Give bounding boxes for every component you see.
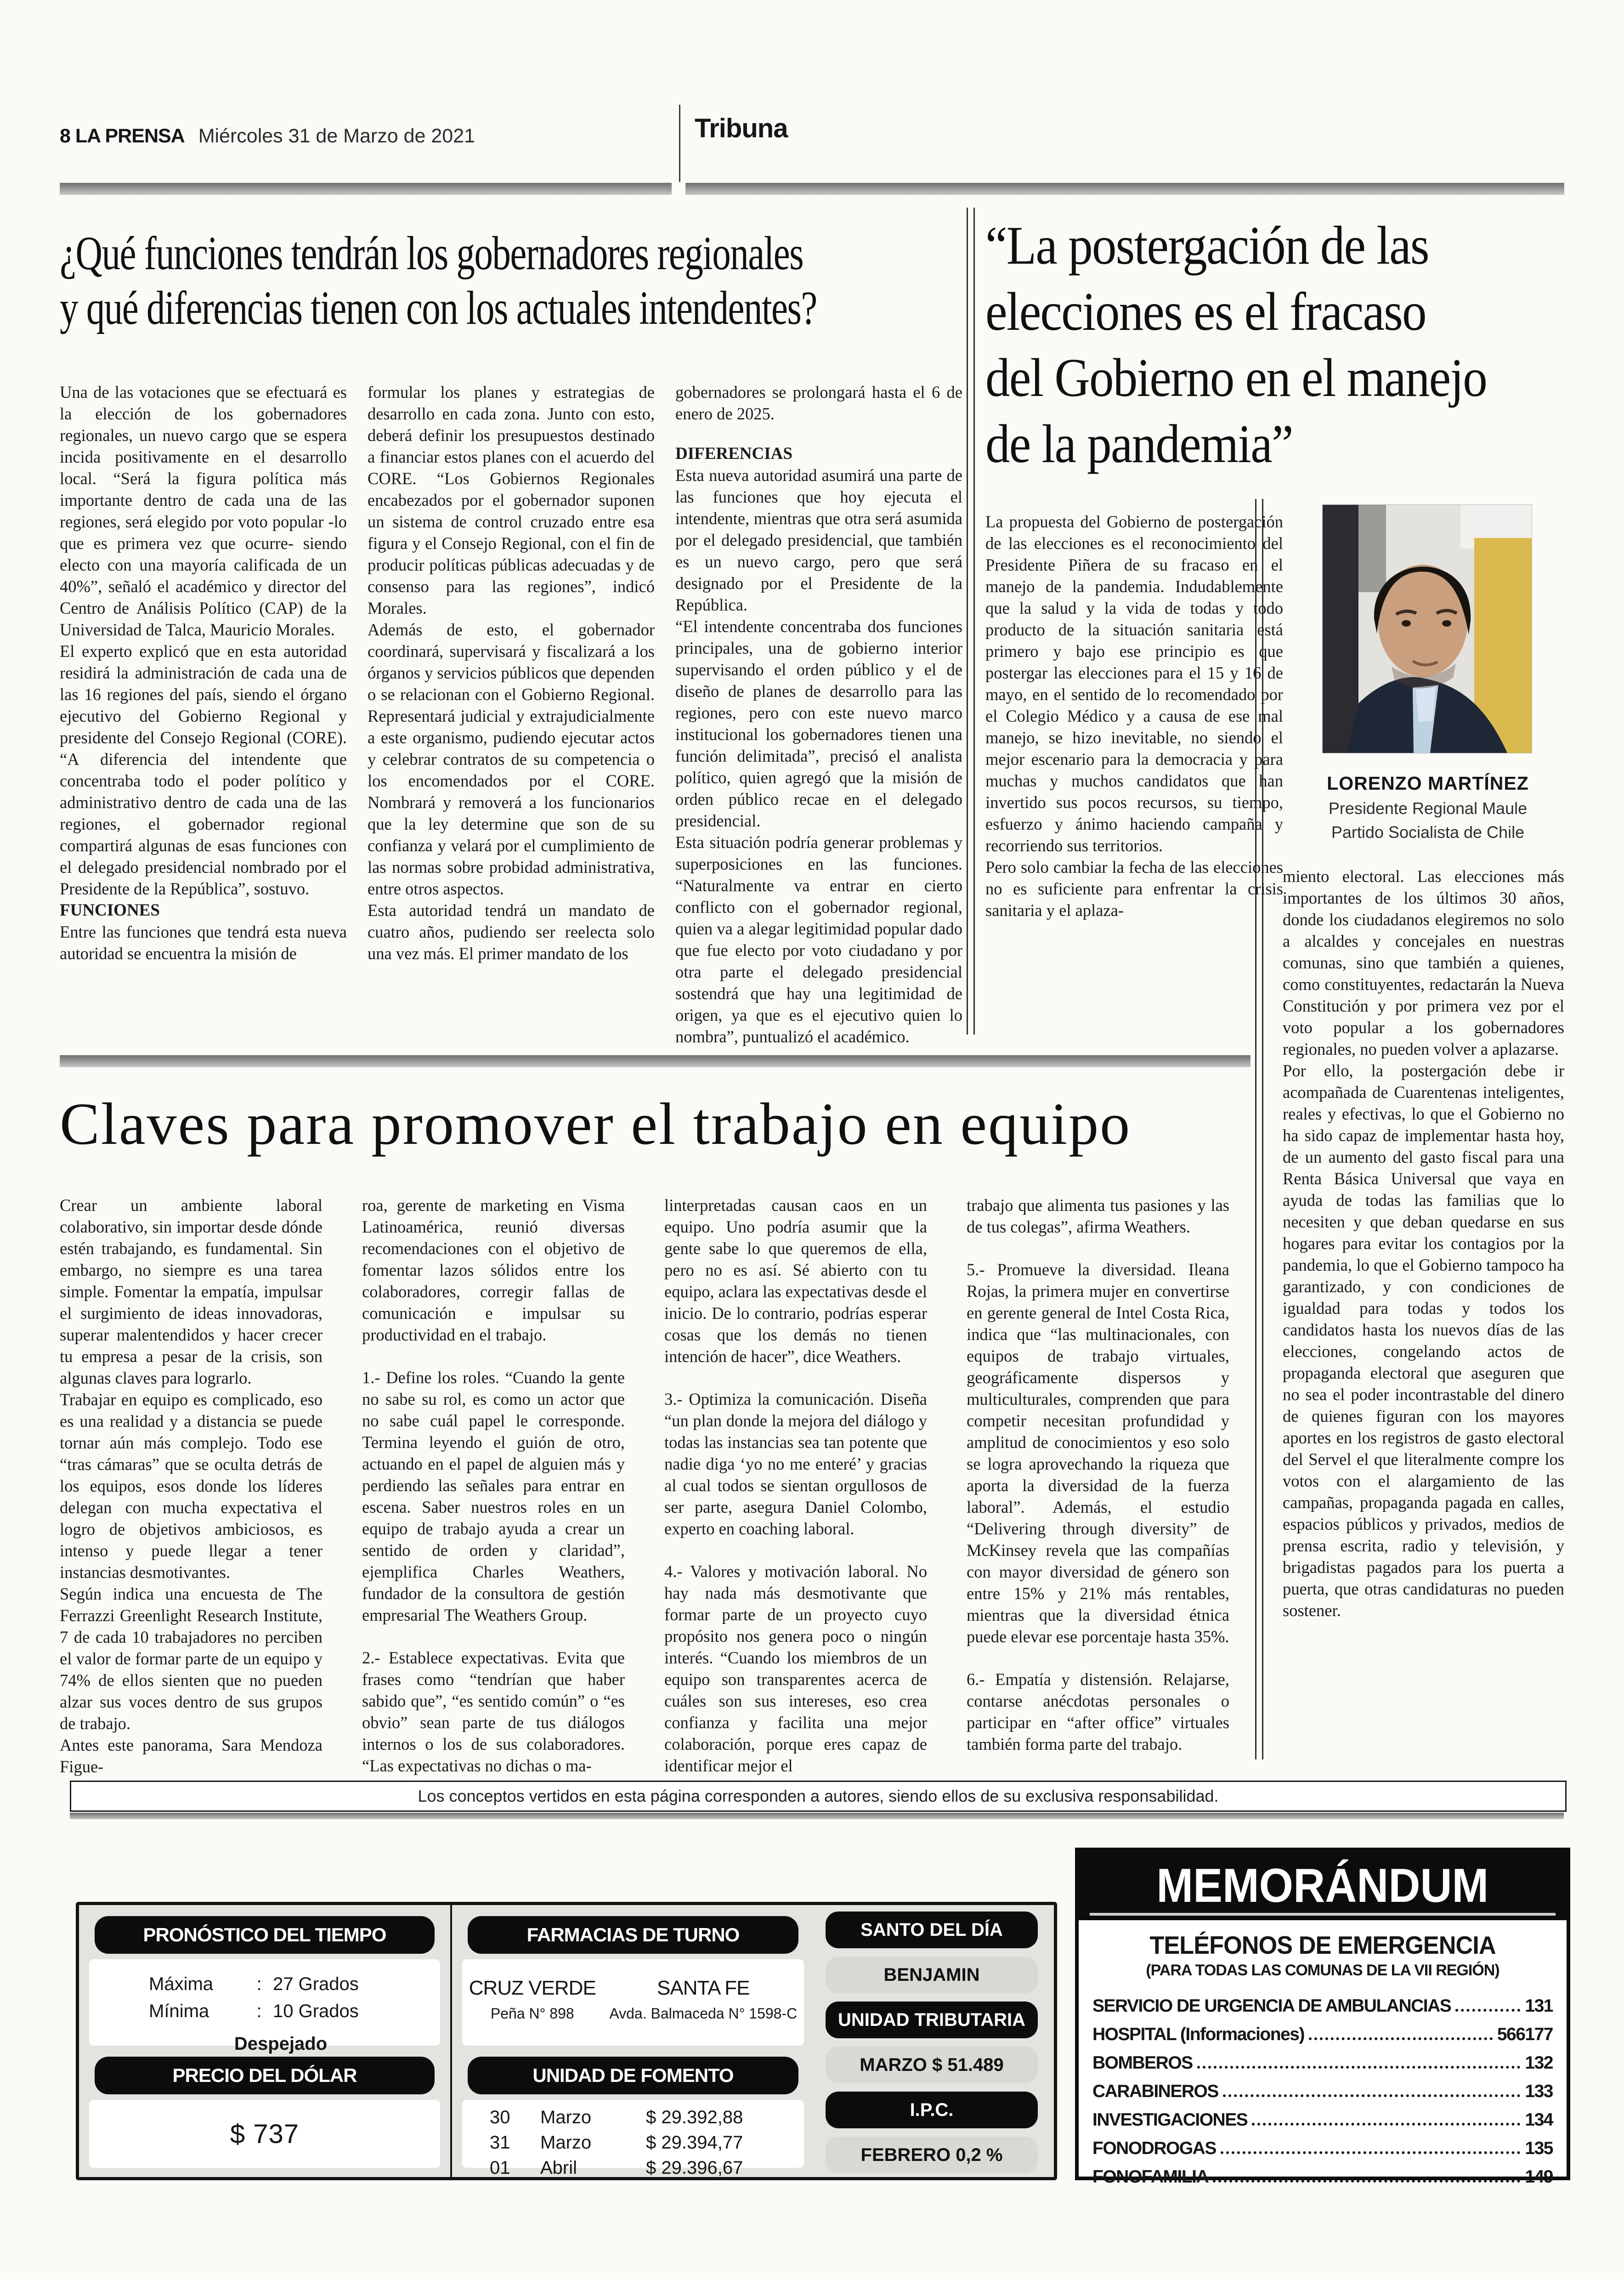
article2-rule-bar (60, 1055, 1251, 1067)
emergency-phones-title: TELÉFONOS DE EMERGENCIA (1149, 1931, 1496, 1959)
uf-header: UNIDAD DE FOMENTO (468, 2057, 798, 2094)
article2-column-4 (967, 1194, 1229, 1755)
paragraph-tip-5: 5.- Promueve la diversidad. Ileana Rojas, la primera mujer en convertirse en gerente general de Intel Costa Rica, indica que “las multinacionales, con equipos de trabajo virtuales, geográficamente dispersos y multiculturales, comprenden que para competir necesitan profundidad y amplitud de conocimientos y eso solo se logra aprovechando la riqueza que aporta la diversidad de la fuerza laboral”. Además, el estudio “Delivering through diversity” de McKinsey revela que las compañías con mayor diversidad de género son entre 15% y 21% más rentables, mientras que la diversidad étnica puede elevar ese porcentaje hasta 35%. (967, 1260, 1229, 1646)
header-rule-bar (60, 183, 1564, 195)
emergency-number: 131 (1525, 1996, 1553, 2016)
memorandum-title: MEMORÁNDUM (1156, 1859, 1489, 1912)
daily-info-box (76, 1902, 1057, 2180)
paragraph: gobernadores se prolongará hasta el 6 de enero de 2025. (675, 383, 962, 423)
emergency-label: HOSPITAL (Informaciones) (1092, 2025, 1304, 2044)
weather-colon: : (256, 2001, 262, 2021)
pharmacy-address: Peña N° 898 (490, 2005, 574, 2022)
dotted-leader (1309, 2037, 1493, 2040)
emergency-number: 132 (1525, 2053, 1553, 2073)
emergency-row (1092, 2130, 1553, 2159)
paragraph: Esta autoridad tendrá un mandato de cuatro años, pudiendo ser reelecta solo una vez más. El primer mandato de los (368, 901, 655, 963)
disclaimer-text: Los conceptos vertidos en esta página corresponden a autores, siendo ellos de su exclusiva responsabilidad. (418, 1787, 1219, 1805)
author-photo (1322, 504, 1532, 753)
paragraph: Por ello, la postergación debe ir acompañada de Cuarentenas inteligentes, reales y efectivas, lo que el Gobierno no ha sido capaz de implementar hasta hoy, de un aumento del gasto fiscal para una Renta Básica Universal que vaya en ayuda de todas las familias que lo necesiten y que deban quedarse en sus hogares para evitar los contagios por la pandemia, lo que el Gobierno tampoco ha garantizado, y con condiciones de igualdad para todas y todos los candidatos hasta los nuevos días de las elecciones, congelando actos de propaganda electoral que aseguren que no sea el poder incontrastable del dinero de quienes figuran con los mayores aportes en los registros de gasto electoral del Servel el que literalmente compre los votos con el alargamiento de las campañas, propaganda pagada en calles, espacios públicos y privados, medios de prensa escrita, radio y televisión, y brigadistas pagados para los puerta a puerta, que otras candidaturas no pueden sostener. (1283, 1061, 1564, 1620)
header-divider (679, 105, 680, 182)
santo-value: BENJAMIN (826, 1957, 1038, 1993)
disclaimer-shadow-bar (70, 1813, 1564, 1819)
emergency-row (1092, 2045, 1553, 2073)
uf-row (462, 2107, 804, 2128)
weather-max-label: Máxima (149, 1974, 214, 1994)
weather-min-value: 10 Grados (273, 2001, 359, 2021)
memorandum-underline (1090, 1913, 1556, 1916)
emergency-label: FONOFAMILIA (1092, 2167, 1209, 2187)
issue-date: Miércoles 31 de Marzo de 2021 (198, 125, 475, 147)
emergency-number: 134 (1525, 2110, 1553, 2130)
santo-header: SANTO DEL DÍA (826, 1911, 1038, 1948)
author-role-2: Partido Socialista de Chile (1331, 823, 1525, 842)
subhead-diferencias: DIFERENCIAS (675, 444, 792, 463)
uf-month: Abril (540, 2158, 577, 2178)
memorandum-header (1079, 1851, 1567, 1920)
pharmacy-address: Avda. Balmaceda N° 1598-C (609, 2005, 798, 2022)
pharmacy-item (469, 1977, 596, 2022)
pharmacies-panel (462, 1959, 804, 2046)
article2-column-3 (664, 1194, 927, 1776)
section-title: Tribuna (695, 113, 788, 143)
paragraph: Antes este panorama, Sara Mendoza Figue- (60, 1736, 323, 1776)
pharmacy-name: CRUZ VERDE (469, 1977, 596, 1999)
dotted-leader (1252, 2123, 1520, 2126)
emergency-label: FONODROGAS (1092, 2138, 1216, 2158)
paragraph-tip-6: 6.- Empatía y distensión. Relajarse, contarse anécdotas personales o participar en “after office” virtuales también forma parte del trabajo. (967, 1670, 1229, 1753)
paragraph: roa, gerente de marketing en Visma Latinoamérica, reunió diversas recomendaciones con el objetivo de fomentar lazos sólidos entre los colaboradores, corregir fallas de comunicación e impulsar su productividad en el trabajo. (362, 1196, 625, 1344)
weather-colon: : (256, 1974, 262, 1994)
uf-month: Marzo (540, 2107, 592, 2127)
article1-column-2 (368, 381, 655, 964)
uf-row (462, 2132, 804, 2153)
paragraph: Además de esto, el gobernador coordinará, supervisará y fiscalizará a los órganos y servicios públicos que dependen o se relacionan con el Gobierno Regional. Representará judicial y extrajudicialmente a este organismo, pudiendo ejecutar actos y celebrar contratos de su competencia o los encomendados por el CORE. Nombrará y removerá a los funcionarios que la ley determine que son de su confianza y velará por el cumplimiento de las normas sobre probidad administrativa, entre otros aspectos. (368, 620, 655, 898)
opinion-headline (985, 212, 1606, 477)
weather-condition: Despejado (234, 2034, 328, 2054)
paragraph-tip-4: 4.- Valores y motivación laboral. No hay nada más desmotivante que formar parte de un proyecto cuyo propósito nos genera poco o ningún interés. “Cuando los miembros de un equipo son transparentes acerca de cuáles son sus intereses, eso crea confianza y facilita una mejor colaboración, porque eres capaz de identificar mejor el (664, 1562, 927, 1775)
opinion-headline-line3: del Gobierno en el manejo (985, 347, 1487, 408)
article1-headline-line1: ¿Qué funciones tendrán los gobernadores regionales (60, 227, 804, 280)
emergency-label: INVESTIGACIONES (1092, 2110, 1248, 2130)
ipc-value: FEBRERO 0,2 % (826, 2137, 1038, 2173)
uf-panel (462, 2100, 804, 2178)
pharmacy-item (609, 1977, 797, 2022)
emergency-label: BOMBEROS (1092, 2053, 1193, 2073)
author-role-1: Presidente Regional Maule (1328, 799, 1528, 818)
tributaria-header: UNIDAD TRIBUTARIA (826, 2002, 1038, 2038)
paragraph: El experto explicó que en esta autoridad residirá la administración de cada una de las 16 regiones del país, siendo el órgano ejecutivo del Gobierno Regional y presidente del Consejo Regional (CORE). “A diferencia del intendente que concentraba todo el poder político y administrativo dentro de cada una de las regiones, el gobernador regional compartirá algunas de esas funciones con el delegado presidencial nombrado por el Presidente de la República”, sostuvo. (60, 642, 347, 898)
opinion-headline-line2: elecciones es el fracaso (985, 281, 1426, 342)
article1-headline (60, 226, 991, 335)
ipc-header: I.P.C. (826, 2092, 1038, 2128)
header-rule-gap (672, 182, 685, 196)
uf-value: $ 29.394,77 (646, 2132, 743, 2153)
paragraph: Según indica una encuesta de The Ferrazzi Greenlight Research Institute, 7 de cada 10 trabajadores no perciben el valor de formar parte de un equipo y 74% de ellos sienten que no pueden alzar sus voces dentro de sus grupos de trabajo. (60, 1584, 323, 1733)
dotted-leader (1197, 2066, 1521, 2069)
pharmacy-name: SANTA FE (657, 1977, 750, 1999)
weather-max-row (149, 1974, 440, 1995)
weather-max-value: 27 Grados (273, 1974, 359, 1994)
newspaper-name: 8 LA PRENSA (60, 125, 185, 147)
emergency-number: 135 (1525, 2138, 1553, 2158)
dollar-value: $ 737 (230, 2119, 300, 2149)
article1-column-1 (60, 381, 347, 964)
emergency-phones-note: (PARA TODAS LAS COMUNAS DE LA VII REGIÓN) (1146, 1962, 1500, 1979)
paragraph-tip-2: 2.- Establece expectativas. Evita que frases como “tendrían que haber sabido que”, “es sentido común” o “es obvio” sean parte de tus diálogos internos o los de sus colaboradores. “Las expectativas no dichas o ma- (362, 1648, 625, 1775)
emergency-number: 149 (1525, 2167, 1553, 2187)
weather-min-row (149, 2001, 440, 2022)
uf-value: $ 29.396,67 (646, 2158, 743, 2178)
dotted-leader (1221, 2151, 1521, 2154)
uf-row (462, 2158, 804, 2178)
author-name: LORENZO MARTÍNEZ (1327, 773, 1529, 794)
dollar-header: PRECIO DEL DÓLAR (95, 2057, 435, 2094)
paragraph: Trabajar en equipo es complicado, eso es una realidad y a distancia se puede tornar aún más complejo. Todo ese “tras cámaras” que se oculta detrás de los equipos, esos donde los líderes delegan con mucha expectativa el logro de objetivos ambiciosos, es intenso y puede llegar a tener instancias desmotivantes. (60, 1390, 323, 1582)
paragraph: Una de las votaciones que se efectuará es la elección de los gobernadores regionales, un nuevo cargo que se espera incida positivamente en el desarrollo local. “Será la figura política más importante dentro de cada una de las regiones, será elegido por voto popular -lo que es primera vez que ocurre- siendo electo con una mayoría calificada de un 40%”, señaló el académico y director del Centro de Análisis Político (CAP) de la Universidad de Talca, Mauricio Morales. (60, 383, 347, 639)
paragraph: La propuesta del Gobierno de postergación de las elecciones es el reconocimiento del Presidente Piñera de su fracaso en el manejo de la pandemia. Indudablemente que la salud y la vida de todas y todo producto de la situación sanitaria está primero y bajo ese principio es que postergar las elecciones para el 15 y 16 de mayo, en el sentido de lo recomendado por el Colegio Médico y a causa de ese mal manejo, se hizo inevitable, no siendo el mejor escenario para la democracia y para muchas y muchos candidatos que han invertido sus pocos recursos, su tiempo, esfuerzo y ánimo haciendo campaña y recorriendo sus territorios. (985, 512, 1283, 855)
emergency-row (1092, 2159, 1553, 2187)
article2-column-1 (60, 1194, 323, 1777)
weather-header: PRONÓSTICO DEL TIEMPO (95, 1916, 435, 1954)
paragraph: miento electoral. Las elecciones más importantes de los últimos 30 años, donde los ciudadanos elegiremos no solo a alcaldes y concejales en nuestras comunas, sino que también a quienes, como constituyentes, redactarán la Nueva Constitución y por primera vez por el voto popular a los gobernadores regionales, no pueden volver a aplazarse. (1283, 867, 1564, 1058)
uf-day: 31 (490, 2132, 510, 2153)
emergency-label: CARABINEROS (1092, 2081, 1218, 2101)
paragraph: trabajo que alimenta tus pasiones y las de tus colegas”, afirma Weathers. (967, 1196, 1229, 1236)
dotted-leader (1213, 2180, 1520, 2183)
uf-day: 01 (490, 2158, 510, 2178)
dotted-leader (1455, 2009, 1520, 2012)
weather-min-label: Mínima (149, 2001, 209, 2021)
emergency-number: 566177 (1497, 2025, 1553, 2044)
paragraph: “El intendente concentraba dos funciones principales, una de gobierno interior supervisando el orden público y el de diseño de planes de desarrollo para las regiones, pero con este nuevo marco institucional los gobernadores tienen una función delimitada”, precisó el analista político, quien agregó que la misión de orden público recae en el delegado presidencial. (675, 617, 962, 830)
article1-headline-line2: y qué diferencias tienen con los actuales intendentes? (60, 282, 817, 334)
emergency-row (1092, 2073, 1553, 2102)
paragraph: Esta nueva autoridad asumirá una parte de las funciones que hoy ejecuta el intendente, mientras que otra será asumida por el delegado presidencial, que también es un nuevo cargo, pero que será designado por el Presidente de la República. (675, 466, 962, 614)
uf-day: 30 (490, 2107, 510, 2127)
paragraph: formular los planes y estrategias de desarrollo en cada zona. Junto con esto, deberá definir los presupuestos destinado a financiar estos planes con el acuerdo del CORE. “Los Gobiernos Regionales encabezados por el gobernador suponen un sistema de control cruzado entre esa figura y el Consejo Regional, con el fin de producir políticas públicas adecuadas y de consenso para las regiones”, indicó Morales. (368, 383, 655, 617)
author-caption (1290, 773, 1566, 842)
opinion-column-b (1283, 865, 1564, 1621)
paragraph: Esta situación podría generar problemas y superposiciones en las funciones. “Naturalmente va entrar en cierto conflicto con el gobernador regional, quien va a alegar legitimidad popular dado que fue electo por voto ciudadano y por otra parte el delegado presidencial sostendrá que hay una legitimidad de origen, ya que es el ejecutivo quien lo nombra”, puntualizó el académico. (675, 833, 962, 1046)
paragraph-tip-3: 3.- Optimiza la comunicación. Diseña “un plan donde la mejora del diálogo y todas las instancias sea tan potente que nadie diga ‘yo no me enteré’ y gracias al cual todos se sientan orgullosos de ser parte, asegura Daniel Colombo, experto en coaching laboral. (664, 1390, 927, 1538)
article1-column-3 (675, 381, 962, 1047)
emergency-phones-list (1092, 1988, 1553, 2187)
emergency-label: SERVICIO DE URGENCIA DE AMBULANCIAS (1092, 1996, 1451, 2016)
opinion-headline-line1: “La postergación de las (985, 215, 1429, 276)
disclaimer-strip (70, 1781, 1567, 1812)
article2-headline: Claves para promover el trabajo en equipo (60, 1091, 1132, 1157)
dollar-panel (89, 2100, 440, 2168)
masthead (60, 125, 475, 147)
column-rule-left (967, 208, 975, 1035)
memorandum-box (1075, 1848, 1570, 2187)
opinion-column-a (985, 511, 1283, 921)
paragraph: Crear un ambiente laboral colaborativo, sin importar desde dónde estén trabajando, es fundamental. Sin embargo, no siempre es una tarea simple. Fomentar la empatía, impulsar el surgimiento de ideas innovadoras, superar malentendidos y hacer crecer tu empresa a pesar de la crisis, son algunas claves para lograrlo. (60, 1196, 323, 1387)
infobox-divider (450, 1905, 452, 2177)
dotted-leader (1223, 2094, 1521, 2097)
weather-panel (89, 1959, 440, 2054)
paragraph: Pero solo cambiar la fecha de las elecciones no es suficiente para enfrentar la crisis sanitaria y el aplaza- (985, 858, 1283, 920)
uf-value: $ 29.392,88 (646, 2107, 743, 2127)
emergency-row (1092, 2102, 1553, 2130)
emergency-number: 133 (1525, 2081, 1553, 2101)
paragraph-tip-1: 1.- Define los roles. “Cuando la gente no sabe su rol, es como un actor que no sabe cuál papel le corresponde. Termina leyendo el guión de otro, actuando en el papel de alguien más y perdiendo las señales para entrar en escena. Saber nuestros roles en un equipo de trabajo ayuda a crear un sentido de orden y claridad”, ejemplifica Charles Weathers, fundador de la consultora de gestión empresarial The Weathers Group. (362, 1368, 625, 1624)
subhead-funciones: FUNCIONES (60, 901, 160, 920)
uf-month: Marzo (540, 2132, 592, 2153)
article2-column-2 (362, 1194, 625, 1776)
opinion-headline-line4: de la pandemia” (985, 413, 1293, 474)
paragraph: linterpretadas causan caos en un equipo. Uno podría asumir que la gente sabe lo que queremos de ella, pero no es así. Sé abierto con tu equipo, aclara las expectativas desde el inicio. De lo contrario, podrías esperar cosas que los demás no tienen intención de hacer”, dice Weathers. (664, 1196, 927, 1366)
tributaria-value: MARZO $ 51.489 (826, 2047, 1038, 2083)
portrait-photo-illustration (1323, 505, 1532, 753)
paragraph: Entre las funciones que tendrá esta nueva autoridad se encuentra la misión de (60, 922, 347, 963)
emergency-row (1092, 1988, 1553, 2016)
emergency-row (1092, 2016, 1553, 2045)
pharmacies-header: FARMACIAS DE TURNO (468, 1916, 798, 1954)
